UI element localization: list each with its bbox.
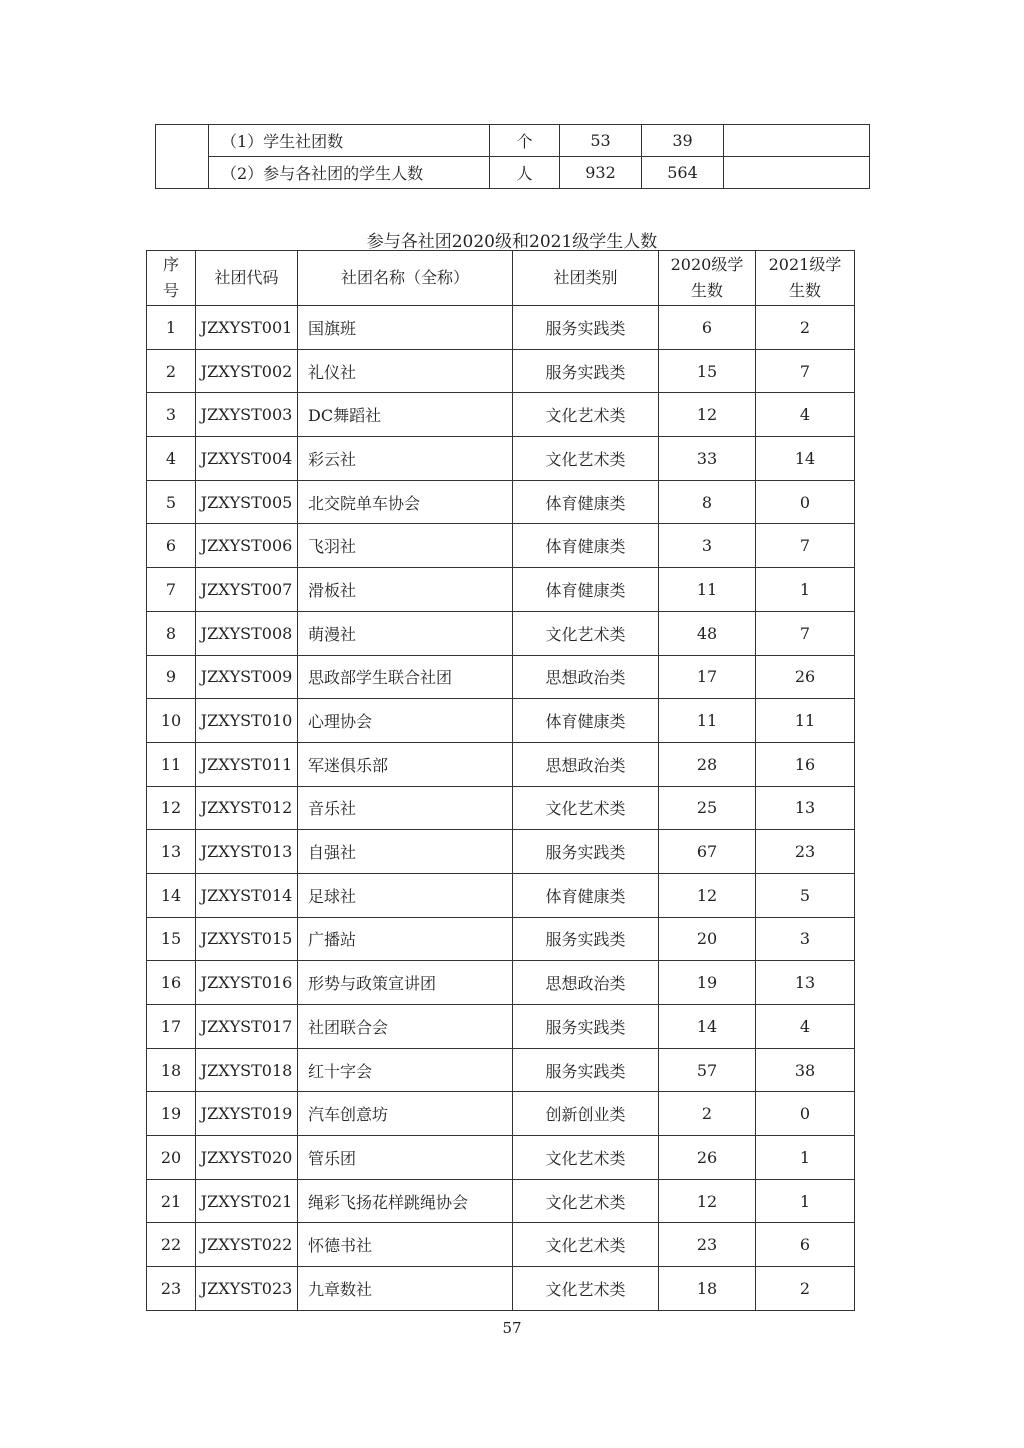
table-row [147, 873, 855, 917]
cell-category: 体育健康类 [513, 568, 659, 612]
cell-2020: 67 [659, 830, 756, 874]
cell-2021: 1 [756, 1179, 855, 1223]
cell-name: 音乐社 [298, 786, 513, 830]
cell-category: 文化艺术类 [513, 393, 659, 437]
cell-name: 自强社 [298, 830, 513, 874]
cell-2020: 15 [659, 349, 756, 393]
table-header-row [147, 251, 855, 306]
table-row [147, 1267, 855, 1311]
cell-name: 广播站 [298, 917, 513, 961]
cell-2020: 8 [659, 480, 756, 524]
table-row [147, 1092, 855, 1136]
cell-seq: 3 [147, 393, 196, 437]
cell-seq: 1 [147, 306, 196, 350]
table-row [147, 524, 855, 568]
header-seq [147, 251, 196, 306]
cell-2020: 14 [659, 1005, 756, 1049]
cell-code: JZXYST007 [196, 568, 298, 612]
cell-seq: 6 [147, 524, 196, 568]
cell-code: JZXYST022 [196, 1223, 298, 1267]
cell-name: 心理协会 [298, 699, 513, 743]
cell-2021: 14 [756, 437, 855, 481]
cell-code: JZXYST006 [196, 524, 298, 568]
cell-code: JZXYST016 [196, 961, 298, 1005]
cell-name: 思政部学生联合社团 [298, 655, 513, 699]
cell-category: 思想政治类 [513, 961, 659, 1005]
cell-name: 彩云社 [298, 437, 513, 481]
summary-value-2: 564 [642, 157, 724, 189]
cell-2020: 17 [659, 655, 756, 699]
cell-name: 军迷俱乐部 [298, 742, 513, 786]
table-row [147, 655, 855, 699]
cell-2020: 23 [659, 1223, 756, 1267]
cell-2020: 2 [659, 1092, 756, 1136]
cell-code: JZXYST018 [196, 1048, 298, 1092]
cell-2020: 19 [659, 961, 756, 1005]
cell-category: 体育健康类 [513, 873, 659, 917]
cell-seq: 12 [147, 786, 196, 830]
cell-2020: 11 [659, 568, 756, 612]
cell-2021: 7 [756, 611, 855, 655]
cell-code: JZXYST014 [196, 873, 298, 917]
cell-2020: 18 [659, 1267, 756, 1311]
cell-2020: 33 [659, 437, 756, 481]
summary-note [724, 157, 870, 189]
cell-2021: 7 [756, 349, 855, 393]
cell-code: JZXYST023 [196, 1267, 298, 1311]
cell-2020: 57 [659, 1048, 756, 1092]
cell-seq: 23 [147, 1267, 196, 1311]
cell-seq: 20 [147, 1136, 196, 1180]
cell-name: 红十字会 [298, 1048, 513, 1092]
cell-seq: 22 [147, 1223, 196, 1267]
cell-seq: 5 [147, 480, 196, 524]
club-table [146, 250, 855, 1311]
cell-code: JZXYST008 [196, 611, 298, 655]
cell-2020: 25 [659, 786, 756, 830]
cell-category: 文化艺术类 [513, 1179, 659, 1223]
table-row [147, 306, 855, 350]
header-seq-label: 序号 [162, 255, 179, 300]
cell-2021: 23 [756, 830, 855, 874]
cell-2021: 11 [756, 699, 855, 743]
table-caption: 参与各社团2020级和2021级学生人数 [366, 232, 658, 252]
cell-seq: 21 [147, 1179, 196, 1223]
cell-seq: 19 [147, 1092, 196, 1136]
cell-code: JZXYST020 [196, 1136, 298, 1180]
cell-seq: 10 [147, 699, 196, 743]
header-code: 社团代码 [196, 251, 298, 306]
summary-blank-cell [156, 125, 209, 189]
cell-category: 服务实践类 [513, 1048, 659, 1092]
table-row [147, 917, 855, 961]
cell-category: 服务实践类 [513, 306, 659, 350]
cell-category: 服务实践类 [513, 349, 659, 393]
cell-category: 文化艺术类 [513, 786, 659, 830]
cell-name: 滑板社 [298, 568, 513, 612]
cell-code: JZXYST009 [196, 655, 298, 699]
cell-2021: 26 [756, 655, 855, 699]
cell-2021: 5 [756, 873, 855, 917]
cell-code: JZXYST001 [196, 306, 298, 350]
cell-category: 文化艺术类 [513, 437, 659, 481]
cell-2020: 26 [659, 1136, 756, 1180]
cell-code: JZXYST012 [196, 786, 298, 830]
cell-name: 飞羽社 [298, 524, 513, 568]
cell-seq: 16 [147, 961, 196, 1005]
cell-seq: 9 [147, 655, 196, 699]
table-row [147, 611, 855, 655]
cell-seq: 17 [147, 1005, 196, 1049]
cell-2021: 0 [756, 1092, 855, 1136]
cell-2020: 11 [659, 699, 756, 743]
cell-2020: 20 [659, 917, 756, 961]
cell-2021: 16 [756, 742, 855, 786]
cell-seq: 4 [147, 437, 196, 481]
cell-code: JZXYST013 [196, 830, 298, 874]
cell-name: 九章数社 [298, 1267, 513, 1311]
cell-2021: 38 [756, 1048, 855, 1092]
cell-seq: 18 [147, 1048, 196, 1092]
cell-category: 服务实践类 [513, 830, 659, 874]
table-row [147, 568, 855, 612]
cell-category: 文化艺术类 [513, 1267, 659, 1311]
cell-category: 文化艺术类 [513, 1223, 659, 1267]
cell-seq: 11 [147, 742, 196, 786]
summary-label: （1）学生社团数 [209, 125, 490, 157]
cell-name: 足球社 [298, 873, 513, 917]
table-row [147, 961, 855, 1005]
cell-name: 北交院单车协会 [298, 480, 513, 524]
summary-value-2: 39 [642, 125, 724, 157]
cell-2020: 3 [659, 524, 756, 568]
table-row [147, 480, 855, 524]
cell-2021: 2 [756, 1267, 855, 1311]
summary-table [155, 124, 870, 189]
header-name: 社团名称（全称） [298, 251, 513, 306]
cell-seq: 14 [147, 873, 196, 917]
cell-seq: 15 [147, 917, 196, 961]
cell-seq: 8 [147, 611, 196, 655]
table-row [147, 1005, 855, 1049]
cell-category: 体育健康类 [513, 699, 659, 743]
cell-category: 体育健康类 [513, 480, 659, 524]
cell-seq: 13 [147, 830, 196, 874]
summary-unit: 个 [490, 125, 560, 157]
cell-code: JZXYST015 [196, 917, 298, 961]
cell-2020: 12 [659, 393, 756, 437]
cell-name: 礼仪社 [298, 349, 513, 393]
cell-name: DC舞蹈社 [298, 393, 513, 437]
cell-2020: 12 [659, 1179, 756, 1223]
cell-name: 管乐团 [298, 1136, 513, 1180]
table-row [147, 830, 855, 874]
cell-category: 服务实践类 [513, 917, 659, 961]
summary-value-1: 53 [560, 125, 642, 157]
cell-2021: 6 [756, 1223, 855, 1267]
table-row [147, 349, 855, 393]
cell-2021: 3 [756, 917, 855, 961]
table-row [147, 1223, 855, 1267]
cell-category: 思想政治类 [513, 655, 659, 699]
header-2020-label: 2020级学生数 [670, 255, 744, 300]
cell-2020: 6 [659, 306, 756, 350]
cell-2021: 0 [756, 480, 855, 524]
cell-category: 服务实践类 [513, 1005, 659, 1049]
cell-2021: 1 [756, 1136, 855, 1180]
summary-unit: 人 [490, 157, 560, 189]
summary-row [156, 157, 870, 189]
page-number: 57 [502, 1319, 522, 1337]
cell-code: JZXYST019 [196, 1092, 298, 1136]
cell-code: JZXYST003 [196, 393, 298, 437]
cell-name: 国旗班 [298, 306, 513, 350]
cell-name: 绳彩飞扬花样跳绳协会 [298, 1179, 513, 1223]
cell-code: JZXYST010 [196, 699, 298, 743]
cell-name: 社团联合会 [298, 1005, 513, 1049]
cell-2021: 13 [756, 961, 855, 1005]
cell-code: JZXYST002 [196, 349, 298, 393]
table-row [147, 742, 855, 786]
cell-2021: 4 [756, 1005, 855, 1049]
cell-category: 创新创业类 [513, 1092, 659, 1136]
cell-2020: 48 [659, 611, 756, 655]
cell-2021: 4 [756, 393, 855, 437]
summary-note [724, 125, 870, 157]
cell-2021: 13 [756, 786, 855, 830]
table-row [147, 437, 855, 481]
cell-code: JZXYST011 [196, 742, 298, 786]
cell-category: 文化艺术类 [513, 1136, 659, 1180]
cell-2021: 7 [756, 524, 855, 568]
cell-name: 怀德书社 [298, 1223, 513, 1267]
cell-2020: 12 [659, 873, 756, 917]
table-row [147, 699, 855, 743]
table-row [147, 1136, 855, 1180]
cell-code: JZXYST017 [196, 1005, 298, 1049]
summary-value-1: 932 [560, 157, 642, 189]
table-row [147, 1179, 855, 1223]
cell-2021: 1 [756, 568, 855, 612]
cell-2020: 28 [659, 742, 756, 786]
cell-category: 文化艺术类 [513, 611, 659, 655]
cell-code: JZXYST021 [196, 1179, 298, 1223]
cell-name: 形势与政策宣讲团 [298, 961, 513, 1005]
cell-category: 思想政治类 [513, 742, 659, 786]
header-category: 社团类别 [513, 251, 659, 306]
table-row [147, 393, 855, 437]
cell-category: 体育健康类 [513, 524, 659, 568]
cell-name: 萌漫社 [298, 611, 513, 655]
club-rows [147, 306, 855, 1311]
summary-label: （2）参与各社团的学生人数 [209, 157, 490, 189]
header-2020 [659, 251, 756, 306]
summary-row [156, 125, 870, 157]
header-2021 [756, 251, 855, 306]
cell-name: 汽车创意坊 [298, 1092, 513, 1136]
cell-code: JZXYST005 [196, 480, 298, 524]
table-row [147, 786, 855, 830]
cell-2021: 2 [756, 306, 855, 350]
cell-seq: 7 [147, 568, 196, 612]
table-row [147, 1048, 855, 1092]
header-2021-label: 2021级学生数 [768, 255, 842, 300]
cell-code: JZXYST004 [196, 437, 298, 481]
cell-seq: 2 [147, 349, 196, 393]
